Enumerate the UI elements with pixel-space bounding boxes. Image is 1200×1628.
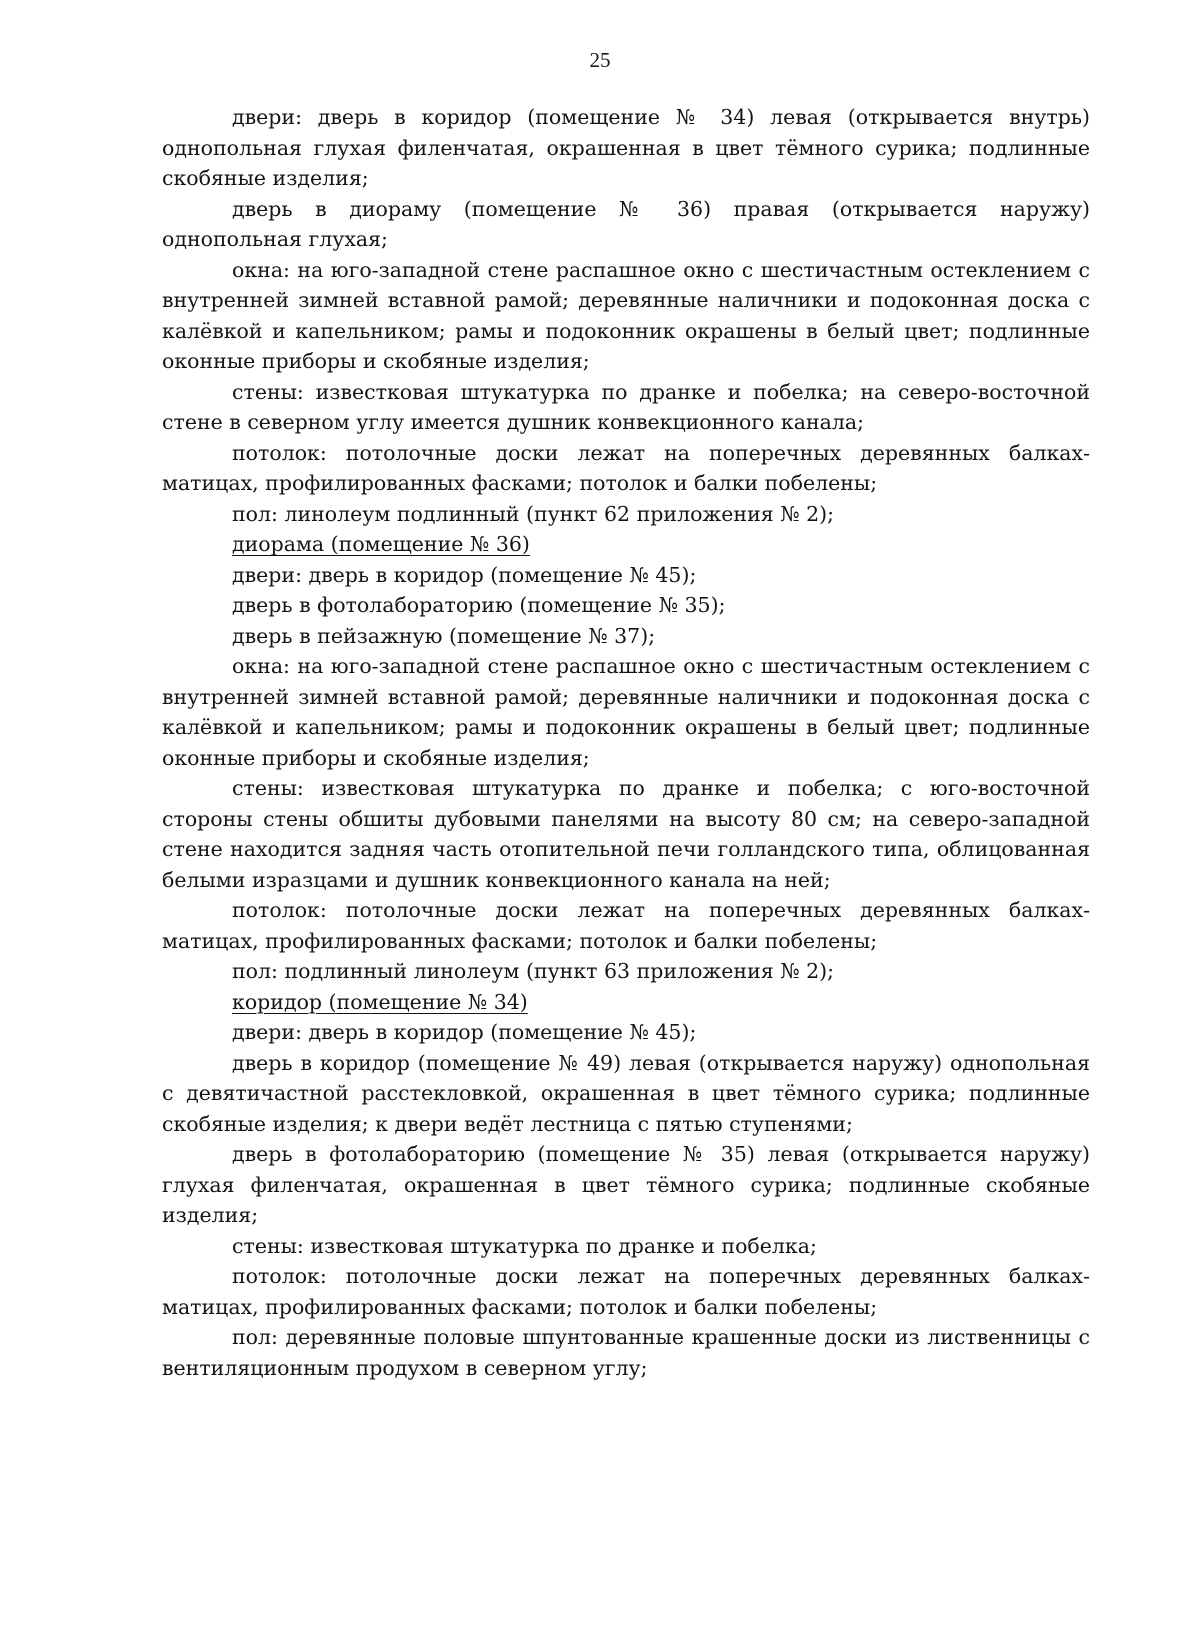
- section-heading-text: диорама (помещение № 36): [232, 532, 530, 556]
- paragraph: двери: дверь в коридор (помещение № 34) левая (открывается внутрь) однопольная глухая филенчатая, окрашенная в цвет тёмного сурика; подлинные скобяные изделия;: [162, 105, 1090, 190]
- paragraph: пол: подлинный линолеум (пункт 63 приложения № 2);: [232, 959, 835, 983]
- paragraph: потолок: потолочные доски лежат на поперечных деревянных балках-матицах, профилированных фасками; потолок и балки побелены;: [162, 440, 1090, 495]
- paragraph: пол: линолеум подлинный (пункт 62 приложения № 2);: [232, 501, 835, 526]
- paragraph: дверь в фотолабораторию (помещение № 35);: [232, 593, 726, 617]
- paragraph: окна: на юго-западной стене распашное окно с шестичастным остеклением с внутренней зимней вставной рамой; деревянные наличники и подоконная доска с калёвкой и капельником; рамы и подоконник окрашены в белый цвет; подлинные оконные приборы и скобяные изделия;: [162, 654, 1090, 770]
- paragraph: дверь в диораму (помещение № 36) правая (открывается наружу) однопольная глухая;: [162, 196, 1090, 251]
- document-body: [162, 102, 1090, 1383]
- paragraph: потолок: потолочные доски лежат на поперечных деревянных балках-матицах, профилированных фасками; потолок и балки побелены;: [162, 898, 1090, 953]
- paragraph: дверь в пейзажную (помещение № 37);: [232, 623, 656, 648]
- paragraph: дверь в коридор (помещение № 49) левая (открывается наружу) однопольная с девятичастной расстекловкой, окрашенная в цвет тёмного сурика; подлинные скобяные изделия; к двери ведёт лестница с пятью ступенями;: [162, 1050, 1090, 1136]
- paragraph: двери: дверь в коридор (помещение № 45);: [232, 562, 697, 587]
- section-heading-text: коридор (помещение № 34): [232, 989, 528, 1014]
- section-heading: [162, 987, 1090, 1018]
- paragraph: пол: деревянные половые шпунтованные крашенные доски из лиственницы с вентиляционным продухом в северном углу;: [162, 1325, 1090, 1380]
- paragraph: стены: известковая штукатурка по дранке и побелка; на северо-восточной стене в северном углу имеется душник конвекционного канала;: [162, 379, 1090, 434]
- section-heading: [162, 529, 1090, 560]
- paragraph: потолок: потолочные доски лежат на поперечных деревянных балках-матицах, профилированных фасками; потолок и балки побелены;: [162, 1264, 1090, 1319]
- paragraph: дверь в фотолабораторию (помещение № 35) левая (открывается наружу) глухая филенчатая, окрашенная в цвет тёмного сурика; подлинные скобяные изделия;: [162, 1142, 1090, 1227]
- paragraph: окна: на юго-западной стене распашное окно с шестичастным остеклением с внутренней зимней вставной рамой; деревянные наличники и подоконная доска с калёвкой и капельником; рамы и подоконник окрашены в белый цвет; подлинные оконные приборы и скобяные изделия;: [162, 257, 1090, 373]
- paragraph: стены: известковая штукатурка по дранке и побелка;: [232, 1233, 817, 1258]
- paragraph: стены: известковая штукатурка по дранке и побелка; с юго-восточной стороны стены обшиты дубовыми панелями на высоту 80 см; на северо-западной стене находится задняя часть отопительной печи голландского типа, облицованная белыми изразцами и душник конвекционного канала на ней;: [162, 776, 1090, 892]
- paragraph: двери: дверь в коридор (помещение № 45);: [232, 1020, 697, 1044]
- page-number: 25: [589, 48, 611, 72]
